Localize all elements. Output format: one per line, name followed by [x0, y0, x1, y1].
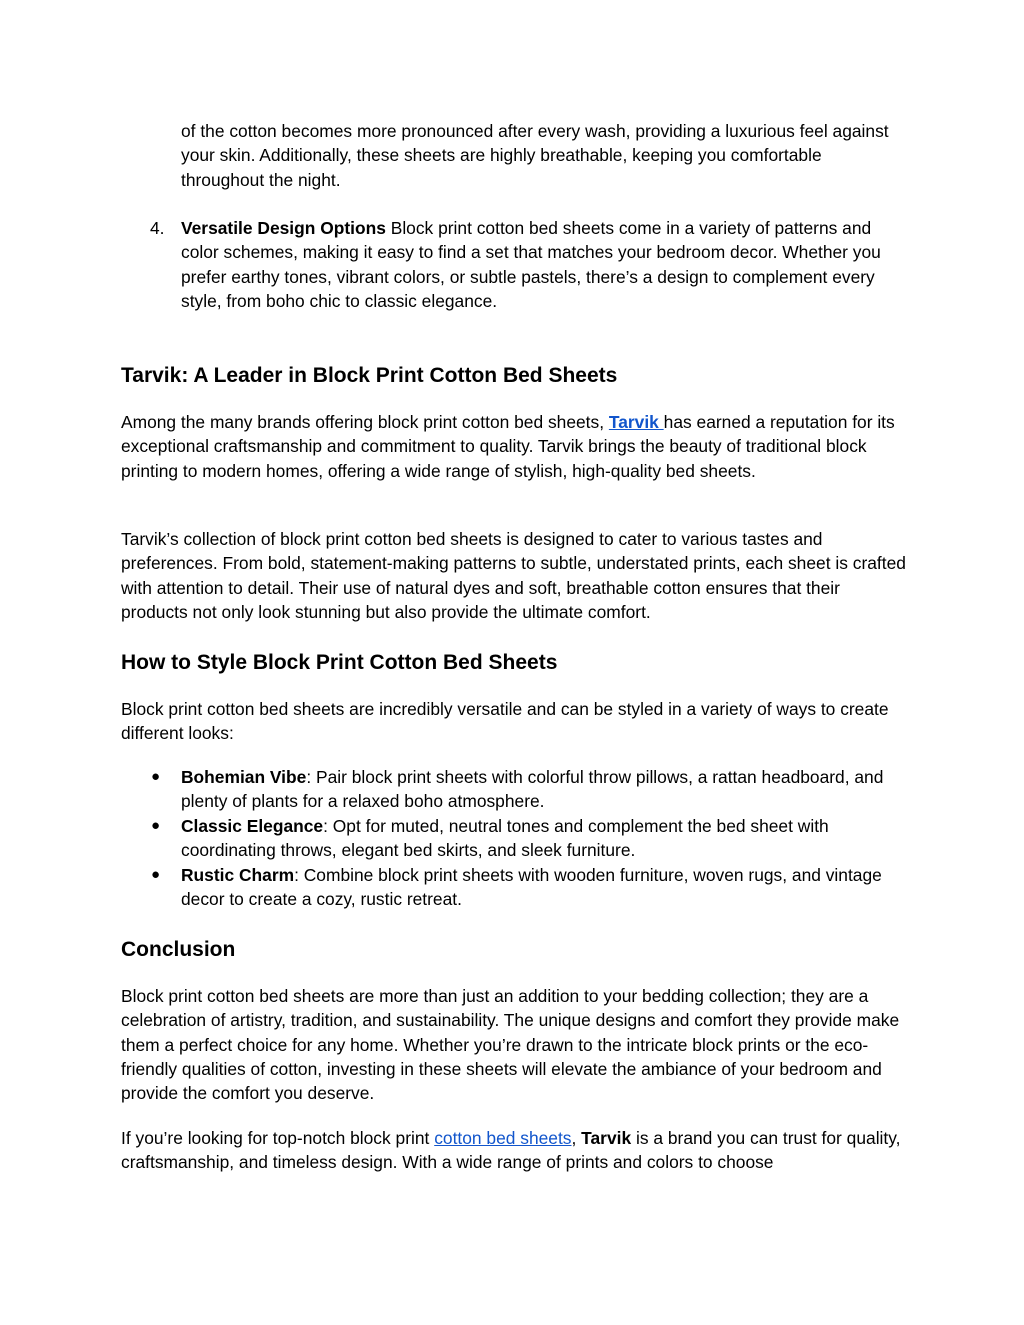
heading-conclusion: Conclusion [121, 938, 236, 961]
tarvik-link[interactable]: Tarvik [608, 412, 664, 432]
conclusion-paragraph-1: Block print cotton bed sheets are more than just an addition to your bedding collection; they are a celebration of artistry, tradition, and sustainability. The unique designs and comfort they provide make them a perfect choice for any home. Whether you’re drawn to the intricate block prints or the eco-friendly qualities of cotton, investing in these sheets will elevate the ambiance of your bedroom and provide the comfort you deserve. [121, 986, 900, 1104]
continuation-paragraph: of the cotton becomes more pronounced after every wash, providing a luxurious feel against your skin. Additionally, these sheets are highly breathable, keeping you comfortable throughout the night. [181, 121, 889, 190]
list-item-classic [181, 814, 901, 863]
bullet-icon: ● [151, 817, 161, 834]
list-item-text: : Opt for muted, neutral tones and complement the bed sheet with coordinating throws, elegant bed skirts, and sleek furniture. [181, 816, 829, 861]
list-item-bohemian [181, 765, 901, 814]
list-item-text: : Combine block print sheets with wooden furniture, woven rugs, and vintage decor to create a cozy, rustic retreat. [181, 865, 882, 910]
text-span: If you’re looking for top-notch block print [121, 1128, 435, 1148]
bullet-icon: ● [151, 866, 161, 883]
text-span: , [571, 1128, 582, 1148]
text-span: Among the many brands offering block print cotton bed sheets, [121, 412, 609, 432]
brand-name: Tarvik [581, 1128, 632, 1148]
list-item-title: Classic Elegance [181, 816, 324, 836]
list-item-title: Rustic Charm [181, 865, 295, 885]
tarvik-paragraph-2: Tarvik’s collection of block print cotton bed sheets is designed to cater to various tastes and preferences. From bold, statement-making patterns to subtle, understated prints, each sheet is crafted with attention to detail. Their use of natural dyes and soft, breathable cotton ensures that their products not only look stunning but also provide the ultimate comfort. [121, 529, 906, 622]
list-item-rustic [181, 863, 901, 912]
conclusion-paragraph-2 [121, 1126, 911, 1175]
list-number: 4. [150, 218, 165, 238]
cotton-bed-sheets-link[interactable]: cotton bed sheets [434, 1128, 572, 1148]
tarvik-paragraph-1 [121, 410, 911, 483]
list-item-versatile-design [181, 216, 901, 313]
text-span: is a brand you can trust for quality, craftsmanship, and timeless design. With a wide range of prints and colors to choose [121, 1128, 901, 1173]
list-item-title: Bohemian Vibe [181, 767, 307, 787]
list-item-text: : Pair block print sheets with colorful throw pillows, a rattan headboard, and plenty of plants for a relaxed boho atmosphere. [181, 767, 884, 812]
heading-tarvik: Tarvik: A Leader in Block Print Cotton Bed Sheets [121, 364, 618, 387]
heading-how-to-style: How to Style Block Print Cotton Bed Sheets [121, 651, 558, 674]
style-intro-paragraph: Block print cotton bed sheets are incredibly versatile and can be styled in a variety of ways to create different looks: [121, 699, 889, 744]
bullet-icon: ● [151, 768, 161, 785]
text-span: has earned a reputation for its exceptional craftsmanship and commitment to quality. Tarvik brings the beauty of traditional block printing to modern homes, offering a wide range of stylish, high-quality bed sheets. [121, 412, 895, 481]
list-item-text: Block print cotton bed sheets come in a variety of patterns and color schemes, making it easy to find a set that matches your bedroom decor. Whether you prefer earthy tones, vibrant colors, or subtle pastels, there’s a design to complement every style, from boho chic to classic elegance. [181, 218, 881, 311]
list-item-title: Versatile Design Options [181, 218, 386, 238]
